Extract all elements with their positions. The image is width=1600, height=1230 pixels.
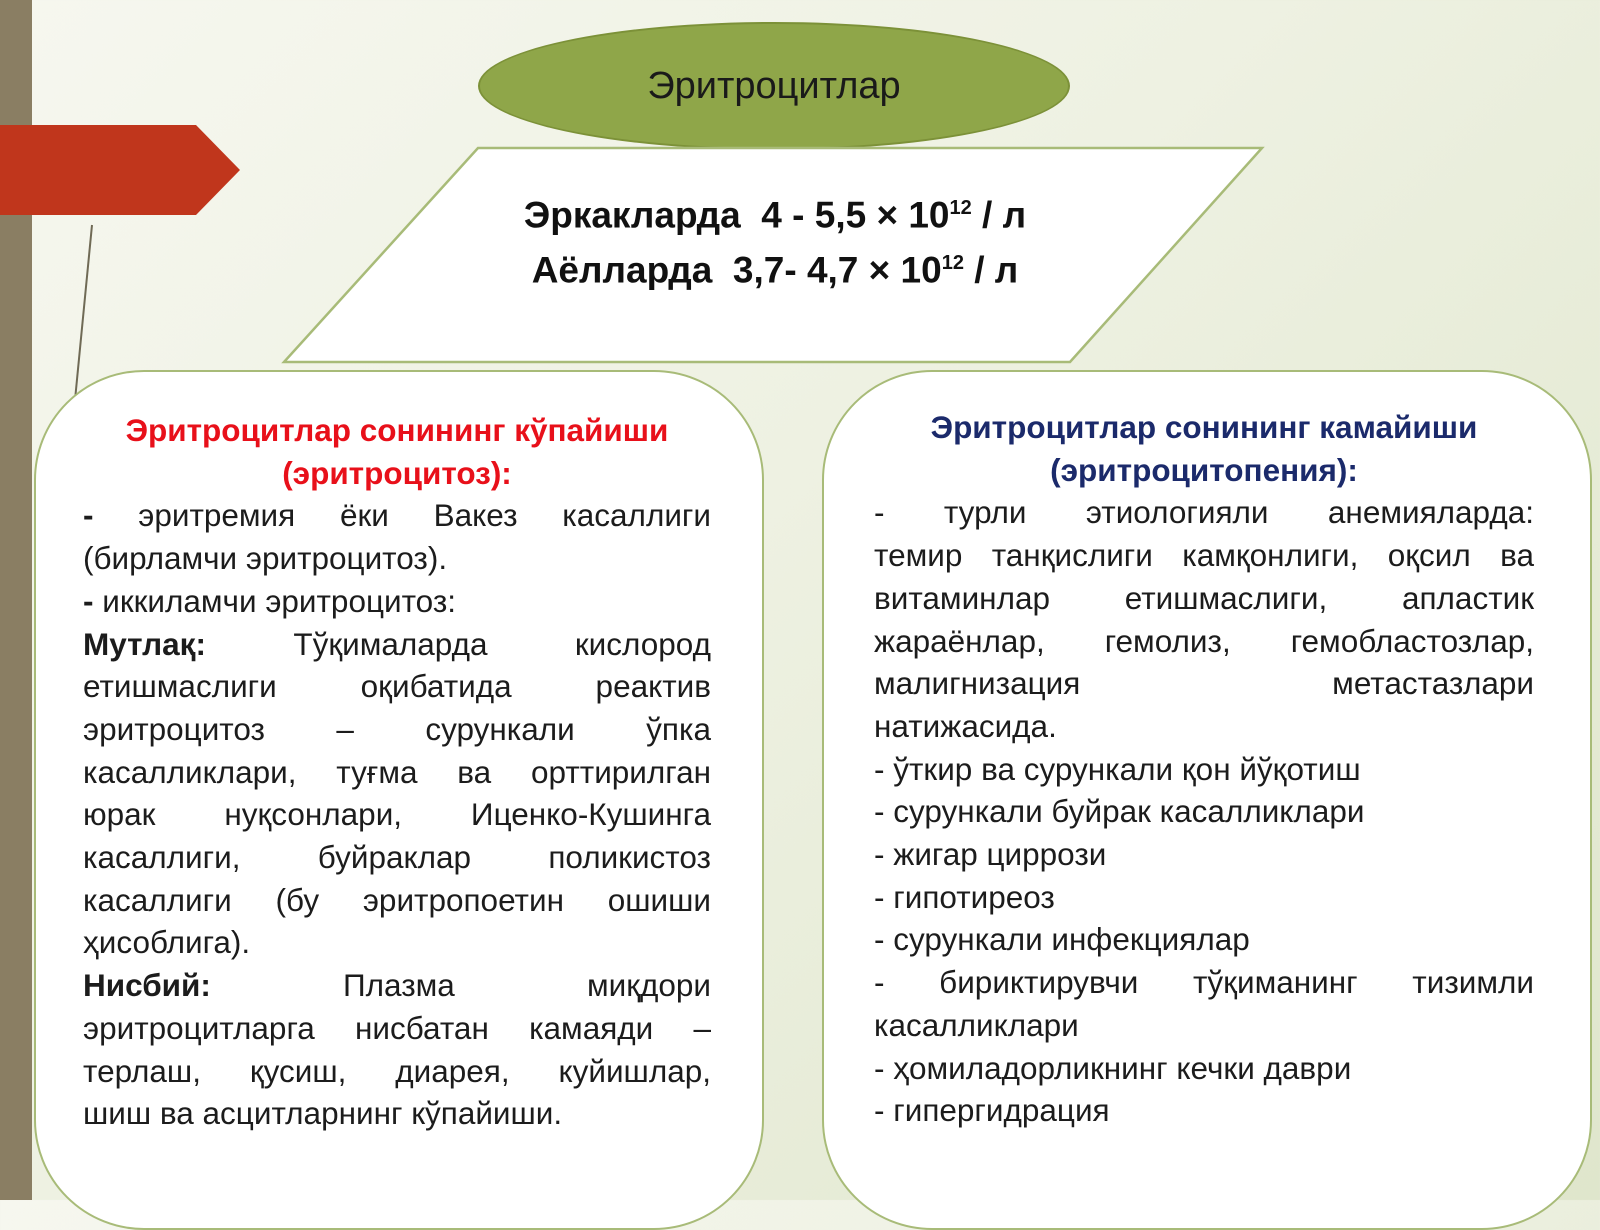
erythrocytosis-content	[83, 409, 711, 1135]
erythrocytopenia-heading: Эритроцитлар сонининг камайиши (эритроцитопения):	[930, 409, 1478, 488]
list-item: - сурункали буйрак касалликлари	[874, 793, 1365, 830]
text-line: темир танқислиги камқонлиги, оқсил ва	[874, 537, 1534, 574]
text-line: юрак нуқсонлари, Иценко-Кушинга	[83, 796, 711, 833]
text-line: етишмаслиги оқибатида реактив	[83, 668, 711, 705]
text-line: малигнизация метастазлари	[874, 665, 1534, 702]
text-line: эритроцитларга нисбатан камаяди –	[83, 1009, 711, 1046]
norms-block	[400, 184, 1150, 295]
list-item: - ўткир ва сурункали қон йўқотиш	[874, 750, 1361, 787]
list-item: - турли этиологияли анемияларда:	[874, 494, 1534, 531]
text-line: витаминлар етишмаслиги, апластик	[874, 579, 1534, 616]
text-line: жараёнлар, гемолиз, гемобластозлар,	[874, 622, 1534, 659]
text-line: терлаш, қусиш, диарея, куйишлар,	[83, 1052, 711, 1089]
list-item: - бириктирувчи тўқиманинг тизимли	[874, 964, 1534, 1001]
text-line: касаллиги (бу эритропоетин ошиши	[83, 881, 711, 918]
list-item: - гипотиреоз	[874, 878, 1055, 915]
erythrocytosis-heading: Эритроцитлар сонининг кўпайиши (эритроцитоз):	[125, 412, 669, 491]
text-line: шиш ва асцитларнинг кўпайиши.	[83, 1095, 563, 1132]
relative-line: Нисбий: Плазма миқдори	[83, 967, 711, 1004]
text-line: касалликлари, туғма ва орттирилган	[83, 753, 711, 790]
text-line: касаллиги, буйраклар поликистоз	[83, 839, 711, 876]
list-item: - ҳомиладорликнинг кечки даври	[874, 1049, 1352, 1086]
erythrocytopenia-content	[874, 406, 1534, 1132]
text-line: касалликлари	[874, 1006, 1079, 1043]
text-line: натижасида.	[874, 707, 1057, 744]
list-item: - иккиламчи эритроцитоз:	[83, 582, 457, 619]
slide-title: Эритроцитлар	[647, 64, 901, 107]
text-line: эритроцитоз – сурункали ўпка	[83, 710, 711, 747]
list-item: - гипергидрация	[874, 1092, 1110, 1129]
list-item: - жигар циррози	[874, 836, 1107, 873]
text-line: ҳисоблига).	[83, 924, 251, 961]
norm-men: Эркакларда $4 - 5,5 \times 10^{12} / л$	[523, 194, 1027, 236]
absolute-line: Мутлақ: Тўқималарда кислород	[83, 625, 711, 662]
norm-women: Аёлларда 3,7- $4,7 \times 10^{12} / л$	[531, 249, 1019, 291]
list-item-cont: (бирламчи эритроцитоз).	[83, 540, 448, 577]
list-item: - эритремия ёки Вакез касаллиги	[83, 497, 711, 534]
list-item: - сурункали инфекциялар	[874, 921, 1250, 958]
